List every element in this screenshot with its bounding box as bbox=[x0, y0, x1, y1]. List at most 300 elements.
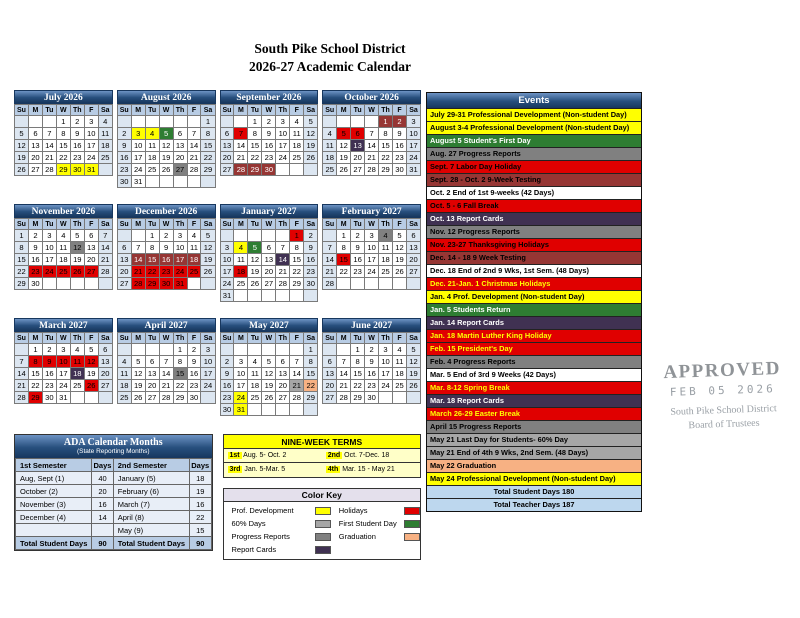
day-cell: 1 bbox=[351, 344, 365, 356]
day-cell: 7 bbox=[98, 230, 112, 242]
day-cell: 1 bbox=[304, 344, 318, 356]
day-cell: 21 bbox=[365, 152, 379, 164]
day-cell: 10 bbox=[56, 356, 70, 368]
bottom-section bbox=[14, 434, 421, 560]
dow-header: Th bbox=[173, 105, 187, 116]
dow-header: Su bbox=[117, 105, 131, 116]
ada-col-header: Days bbox=[93, 460, 112, 470]
day-cell: 8 bbox=[15, 242, 29, 254]
day-cell bbox=[159, 176, 173, 188]
dow-header: F bbox=[187, 333, 201, 344]
day-cell: 27 bbox=[276, 392, 290, 404]
day-cell: 23 bbox=[42, 380, 56, 392]
day-cell: 19 bbox=[159, 152, 173, 164]
day-cell bbox=[84, 278, 98, 290]
event-row: Sept. 28 - Oct. 2 9-Week Testing bbox=[427, 173, 641, 186]
dow-header: F bbox=[290, 333, 304, 344]
ada-title: ADA Calendar Months bbox=[63, 437, 163, 448]
day-cell: 21 bbox=[290, 380, 304, 392]
day-cell: 20 bbox=[406, 254, 420, 266]
day-cell: 25 bbox=[393, 380, 407, 392]
color-key-item bbox=[232, 506, 331, 515]
day-cell: 5 bbox=[201, 230, 215, 242]
dow-header: Sa bbox=[98, 333, 112, 344]
day-cell: 5 bbox=[248, 242, 262, 254]
day-cell: 29 bbox=[28, 392, 42, 404]
day-cell: 2 bbox=[220, 356, 234, 368]
day-cell: 28 bbox=[98, 266, 112, 278]
day-cell: 12 bbox=[393, 242, 407, 254]
color-key-label: Report Cards bbox=[231, 545, 277, 554]
color-key-label: 60% Days bbox=[231, 519, 266, 528]
day-cell: 22 bbox=[351, 380, 365, 392]
day-cell bbox=[276, 164, 290, 176]
day-cell: 5 bbox=[84, 344, 98, 356]
day-cell: 31 bbox=[84, 164, 98, 176]
day-cell: 17 bbox=[220, 266, 234, 278]
day-cell: 7 bbox=[365, 128, 379, 140]
dow-header: M bbox=[337, 219, 351, 230]
day-cell: 6 bbox=[84, 230, 98, 242]
ada-row bbox=[16, 498, 212, 511]
day-cell: 22 bbox=[145, 266, 159, 278]
day-cell: 23 bbox=[28, 266, 42, 278]
dow-header: W bbox=[365, 333, 379, 344]
dow-header: M bbox=[28, 219, 42, 230]
day-cell: 11 bbox=[379, 242, 393, 254]
day-cell: 15 bbox=[173, 368, 187, 380]
ada-row bbox=[16, 472, 212, 485]
day-cell: 30 bbox=[304, 278, 318, 290]
dow-header: F bbox=[393, 105, 407, 116]
day-cell: 19 bbox=[201, 254, 215, 266]
day-cell: 23 bbox=[351, 266, 365, 278]
day-cell: 22 bbox=[56, 152, 70, 164]
day-cell: 26 bbox=[337, 164, 351, 176]
ada-cell bbox=[92, 524, 114, 537]
day-cell bbox=[70, 392, 84, 404]
day-cell: 18 bbox=[379, 254, 393, 266]
day-cell: 3 bbox=[276, 116, 290, 128]
ada-cell: February (6) bbox=[113, 485, 189, 498]
day-cell: 17 bbox=[201, 368, 215, 380]
day-cell: 7 bbox=[337, 356, 351, 368]
day-cell: 7 bbox=[290, 356, 304, 368]
day-cell: 1 bbox=[201, 116, 215, 128]
color-key-label: Holidays bbox=[338, 506, 368, 515]
day-cell: 18 bbox=[56, 254, 70, 266]
dow-header: Tu bbox=[248, 105, 262, 116]
day-cell: 11 bbox=[117, 368, 131, 380]
day-cell bbox=[234, 116, 248, 128]
day-cell bbox=[290, 404, 304, 416]
day-cell: 14 bbox=[290, 368, 304, 380]
day-cell: 24 bbox=[365, 266, 379, 278]
month-title: September 2026 bbox=[220, 90, 319, 104]
day-cell: 25 bbox=[248, 392, 262, 404]
day-cell: 17 bbox=[84, 140, 98, 152]
month-october-2026 bbox=[322, 90, 421, 176]
day-cell: 18 bbox=[70, 368, 84, 380]
month-june-2027 bbox=[322, 318, 421, 404]
dow-header: F bbox=[187, 219, 201, 230]
day-cell bbox=[201, 176, 215, 188]
colorkey-header: Color Key bbox=[224, 489, 421, 502]
day-cell: 28 bbox=[159, 392, 173, 404]
day-cell: 4 bbox=[290, 116, 304, 128]
day-cell: 20 bbox=[323, 380, 337, 392]
day-cell: 6 bbox=[276, 356, 290, 368]
event-row: Jan. 18 Martin Luther King Holiday bbox=[427, 329, 641, 342]
day-cell bbox=[117, 230, 131, 242]
day-cell: 19 bbox=[248, 266, 262, 278]
day-cell: 25 bbox=[98, 152, 112, 164]
day-cell: 6 bbox=[406, 230, 420, 242]
color-key-item bbox=[232, 532, 331, 541]
day-cell bbox=[248, 344, 262, 356]
dow-header: Su bbox=[220, 219, 234, 230]
day-cell: 23 bbox=[220, 392, 234, 404]
color-key-item bbox=[232, 519, 331, 528]
day-cell: 6 bbox=[98, 344, 112, 356]
event-row: Jan. 4 Prof. Development (Non-student Day) bbox=[427, 290, 641, 303]
day-cell bbox=[248, 290, 262, 302]
dow-header: Sa bbox=[201, 219, 215, 230]
day-cell: 12 bbox=[304, 128, 318, 140]
event-row: Total Teacher Days 187 bbox=[427, 498, 641, 511]
day-cell bbox=[304, 164, 318, 176]
ada-total-row bbox=[16, 537, 212, 550]
day-cell: 29 bbox=[173, 392, 187, 404]
day-cell: 26 bbox=[248, 278, 262, 290]
day-cell: 1 bbox=[56, 116, 70, 128]
event-row: Sept. 7 Labor Day Holiday bbox=[427, 160, 641, 173]
day-cell: 8 bbox=[201, 128, 215, 140]
day-cell: 9 bbox=[28, 242, 42, 254]
event-row: May 21 Last Day for Students- 60% Day bbox=[427, 433, 641, 446]
day-cell: 19 bbox=[131, 380, 145, 392]
day-cell: 17 bbox=[365, 254, 379, 266]
event-row: Nov. 23-27 Thanksgiving Holidays bbox=[427, 238, 641, 251]
day-cell bbox=[159, 116, 173, 128]
day-cell: 24 bbox=[379, 380, 393, 392]
day-cell: 26 bbox=[201, 266, 215, 278]
day-cell bbox=[337, 344, 351, 356]
color-key-item bbox=[339, 506, 420, 515]
day-cell: 8 bbox=[337, 242, 351, 254]
day-cell: 19 bbox=[406, 368, 420, 380]
day-cell bbox=[290, 290, 304, 302]
day-cell: 26 bbox=[304, 152, 318, 164]
event-row: Feb. 15 President's Day bbox=[427, 342, 641, 355]
day-cell: 14 bbox=[42, 140, 56, 152]
page-title bbox=[150, 40, 510, 75]
dow-header: W bbox=[159, 219, 173, 230]
day-cell: 21 bbox=[323, 266, 337, 278]
day-cell: 21 bbox=[276, 266, 290, 278]
day-cell: 18 bbox=[248, 380, 262, 392]
day-cell bbox=[379, 392, 393, 404]
day-cell: 31 bbox=[173, 278, 187, 290]
day-cell: 12 bbox=[248, 254, 262, 266]
day-cell: 28 bbox=[131, 278, 145, 290]
dow-header: Su bbox=[220, 105, 234, 116]
day-cell: 28 bbox=[276, 278, 290, 290]
day-cell: 31 bbox=[234, 404, 248, 416]
day-cell: 26 bbox=[406, 380, 420, 392]
day-cell: 10 bbox=[234, 368, 248, 380]
day-cell: 2 bbox=[117, 128, 131, 140]
event-row: Oct. 5 - 6 Fall Break bbox=[427, 199, 641, 212]
day-cell bbox=[379, 278, 393, 290]
day-cell: 18 bbox=[393, 368, 407, 380]
ada-subtitle: (State Reporting Months) bbox=[76, 448, 150, 455]
day-cell bbox=[248, 230, 262, 242]
day-cell: 8 bbox=[304, 356, 318, 368]
day-cell: 23 bbox=[304, 266, 318, 278]
day-cell: 4 bbox=[145, 128, 159, 140]
ada-cell: Aug, Sept (1) bbox=[16, 472, 92, 485]
day-cell: 23 bbox=[117, 164, 131, 176]
month-title: July 2026 bbox=[14, 90, 113, 104]
day-cell: 17 bbox=[131, 152, 145, 164]
day-cell: 7 bbox=[323, 242, 337, 254]
day-cell: 19 bbox=[304, 140, 318, 152]
ada-panel bbox=[14, 434, 213, 551]
day-cell: 1 bbox=[145, 230, 159, 242]
ada-row bbox=[16, 511, 212, 524]
day-cell: 4 bbox=[248, 356, 262, 368]
day-cell bbox=[365, 278, 379, 290]
ada-cell: March (7) bbox=[113, 498, 189, 511]
month-title: November 2026 bbox=[14, 204, 113, 218]
day-cell: 7 bbox=[131, 242, 145, 254]
day-cell: 30 bbox=[220, 404, 234, 416]
color-swatch bbox=[315, 507, 331, 515]
district-name: South Pike School District bbox=[254, 41, 406, 56]
nineweek-panel bbox=[223, 434, 422, 478]
day-cell: 18 bbox=[117, 380, 131, 392]
day-cell: 13 bbox=[276, 368, 290, 380]
dow-header: M bbox=[131, 219, 145, 230]
day-cell: 8 bbox=[351, 356, 365, 368]
day-cell bbox=[323, 116, 337, 128]
day-cell: 6 bbox=[145, 356, 159, 368]
day-cell: 17 bbox=[379, 368, 393, 380]
day-cell: 28 bbox=[42, 164, 56, 176]
nineweek-term: 4th Mar. 15 - May 21 bbox=[327, 466, 395, 473]
day-cell bbox=[220, 230, 234, 242]
day-cell: 10 bbox=[84, 128, 98, 140]
event-row: May 21 End of 4th 9 Wks, 2nd Sem. (48 Days) bbox=[427, 446, 641, 459]
dow-header: Tu bbox=[42, 105, 56, 116]
day-cell: 29 bbox=[379, 164, 393, 176]
dow-header: Sa bbox=[201, 333, 215, 344]
day-cell bbox=[365, 116, 379, 128]
day-cell: 15 bbox=[351, 368, 365, 380]
day-cell: 27 bbox=[220, 164, 234, 176]
day-cell: 14 bbox=[159, 368, 173, 380]
event-row: Oct. 2 End of 1st 9-weeks (42 Days) bbox=[427, 186, 641, 199]
day-cell: 5 bbox=[159, 128, 173, 140]
nineweek-term: 3rd Jan. 5-Mar. 5 bbox=[229, 466, 286, 473]
day-cell bbox=[248, 404, 262, 416]
day-cell: 27 bbox=[28, 164, 42, 176]
dow-header: M bbox=[28, 105, 42, 116]
ck-col-left bbox=[232, 506, 331, 554]
events-header: Events bbox=[427, 93, 641, 108]
day-cell: 6 bbox=[351, 128, 365, 140]
day-cell bbox=[28, 116, 42, 128]
day-cell bbox=[98, 392, 112, 404]
day-cell: 13 bbox=[323, 368, 337, 380]
month-january-2027 bbox=[220, 204, 319, 302]
event-row: Aug. 27 Progress Reports bbox=[427, 147, 641, 160]
day-cell: 4 bbox=[117, 356, 131, 368]
ada-total-cell: Total Student Days bbox=[113, 537, 189, 550]
day-cell bbox=[323, 230, 337, 242]
day-cell: 25 bbox=[234, 278, 248, 290]
day-cell: 1 bbox=[379, 116, 393, 128]
day-cell bbox=[276, 230, 290, 242]
ada-cell: November (3) bbox=[16, 498, 92, 511]
month-april-2027 bbox=[117, 318, 216, 404]
day-cell: 25 bbox=[70, 380, 84, 392]
day-cell bbox=[262, 290, 276, 302]
day-cell bbox=[220, 116, 234, 128]
ada-cell: 20 bbox=[92, 485, 114, 498]
month-july-2026 bbox=[14, 90, 113, 176]
day-cell: 27 bbox=[117, 278, 131, 290]
event-row: Mar. 18 Report Cards bbox=[427, 394, 641, 407]
day-cell: 20 bbox=[351, 152, 365, 164]
day-cell bbox=[42, 116, 56, 128]
day-cell: 20 bbox=[173, 152, 187, 164]
day-cell: 13 bbox=[173, 140, 187, 152]
day-cell: 10 bbox=[276, 128, 290, 140]
day-cell: 15 bbox=[15, 254, 29, 266]
day-cell: 16 bbox=[365, 368, 379, 380]
day-cell: 5 bbox=[304, 116, 318, 128]
day-cell: 9 bbox=[351, 242, 365, 254]
dow-header: Sa bbox=[406, 105, 420, 116]
day-cell: 17 bbox=[173, 254, 187, 266]
ada-cell: 15 bbox=[189, 524, 211, 537]
event-row: Dec. 18 End of 2nd 9 Wks, 1st Sem. (48 Days) bbox=[427, 264, 641, 277]
dow-header: Sa bbox=[406, 219, 420, 230]
day-cell: 23 bbox=[70, 152, 84, 164]
day-cell bbox=[290, 164, 304, 176]
day-cell: 12 bbox=[159, 140, 173, 152]
month-title: May 2027 bbox=[220, 318, 319, 332]
day-cell: 7 bbox=[15, 356, 29, 368]
stamp-org-line1: South Pike School District bbox=[670, 403, 777, 418]
day-cell: 27 bbox=[84, 266, 98, 278]
day-cell: 20 bbox=[84, 254, 98, 266]
day-cell: 19 bbox=[262, 380, 276, 392]
day-cell bbox=[173, 176, 187, 188]
color-swatch bbox=[404, 520, 420, 528]
day-cell: 20 bbox=[220, 152, 234, 164]
day-cell: 11 bbox=[70, 356, 84, 368]
dow-header: Sa bbox=[201, 105, 215, 116]
day-cell: 24 bbox=[131, 164, 145, 176]
day-cell bbox=[304, 290, 318, 302]
day-cell: 8 bbox=[56, 128, 70, 140]
month-december-2026 bbox=[117, 204, 216, 290]
day-cell: 27 bbox=[145, 392, 159, 404]
day-cell bbox=[173, 116, 187, 128]
day-cell bbox=[262, 230, 276, 242]
dow-header: Tu bbox=[248, 333, 262, 344]
day-cell bbox=[15, 116, 29, 128]
day-cell: 29 bbox=[304, 392, 318, 404]
dow-header: Sa bbox=[406, 333, 420, 344]
dow-header: Th bbox=[379, 105, 393, 116]
dow-header: Su bbox=[323, 333, 337, 344]
dow-header: M bbox=[234, 219, 248, 230]
day-cell: 19 bbox=[393, 254, 407, 266]
day-cell: 14 bbox=[131, 254, 145, 266]
day-cell: 15 bbox=[304, 368, 318, 380]
day-cell: 2 bbox=[365, 344, 379, 356]
event-row: Jan. 14 Report Cards bbox=[427, 316, 641, 329]
event-row: August 3-4 Professional Development (Non-student Day) bbox=[427, 121, 641, 134]
day-cell: 30 bbox=[70, 164, 84, 176]
day-cell: 18 bbox=[290, 140, 304, 152]
day-cell: 1 bbox=[290, 230, 304, 242]
day-cell: 27 bbox=[323, 392, 337, 404]
day-cell: 16 bbox=[187, 368, 201, 380]
month-title: August 2026 bbox=[117, 90, 216, 104]
day-cell: 30 bbox=[393, 164, 407, 176]
day-cell: 28 bbox=[365, 164, 379, 176]
day-cell: 28 bbox=[337, 392, 351, 404]
ada-total-cell: Total Student Days bbox=[16, 537, 92, 550]
day-cell: 20 bbox=[262, 266, 276, 278]
day-cell: 12 bbox=[406, 356, 420, 368]
day-cell: 14 bbox=[337, 368, 351, 380]
dow-header: F bbox=[290, 219, 304, 230]
dow-header: Su bbox=[15, 333, 29, 344]
day-cell: 11 bbox=[56, 242, 70, 254]
day-cell: 7 bbox=[159, 356, 173, 368]
month-title: February 2027 bbox=[322, 204, 421, 218]
day-cell: 10 bbox=[379, 356, 393, 368]
day-cell: 17 bbox=[276, 140, 290, 152]
dow-header: Sa bbox=[304, 105, 318, 116]
day-cell: 3 bbox=[173, 230, 187, 242]
day-cell bbox=[220, 344, 234, 356]
color-key-item bbox=[339, 532, 420, 541]
dow-header: M bbox=[337, 105, 351, 116]
dow-header: Tu bbox=[351, 219, 365, 230]
day-cell: 16 bbox=[70, 140, 84, 152]
day-cell: 1 bbox=[15, 230, 29, 242]
month-september-2026 bbox=[220, 90, 319, 176]
day-cell: 17 bbox=[42, 254, 56, 266]
nineweek-term: 1st Aug. 5- Oct. 2 bbox=[229, 452, 287, 459]
day-cell bbox=[323, 344, 337, 356]
nineweek-term: 2nd Oct. 7-Dec. 18 bbox=[327, 452, 390, 459]
day-cell: 11 bbox=[393, 356, 407, 368]
day-cell: 9 bbox=[187, 356, 201, 368]
dow-header: Su bbox=[15, 105, 29, 116]
day-cell: 20 bbox=[145, 380, 159, 392]
dow-header: Tu bbox=[351, 105, 365, 116]
event-row: Jan. 5 Students Return bbox=[427, 303, 641, 316]
event-row: Mar. 8-12 Spring Break bbox=[427, 381, 641, 394]
